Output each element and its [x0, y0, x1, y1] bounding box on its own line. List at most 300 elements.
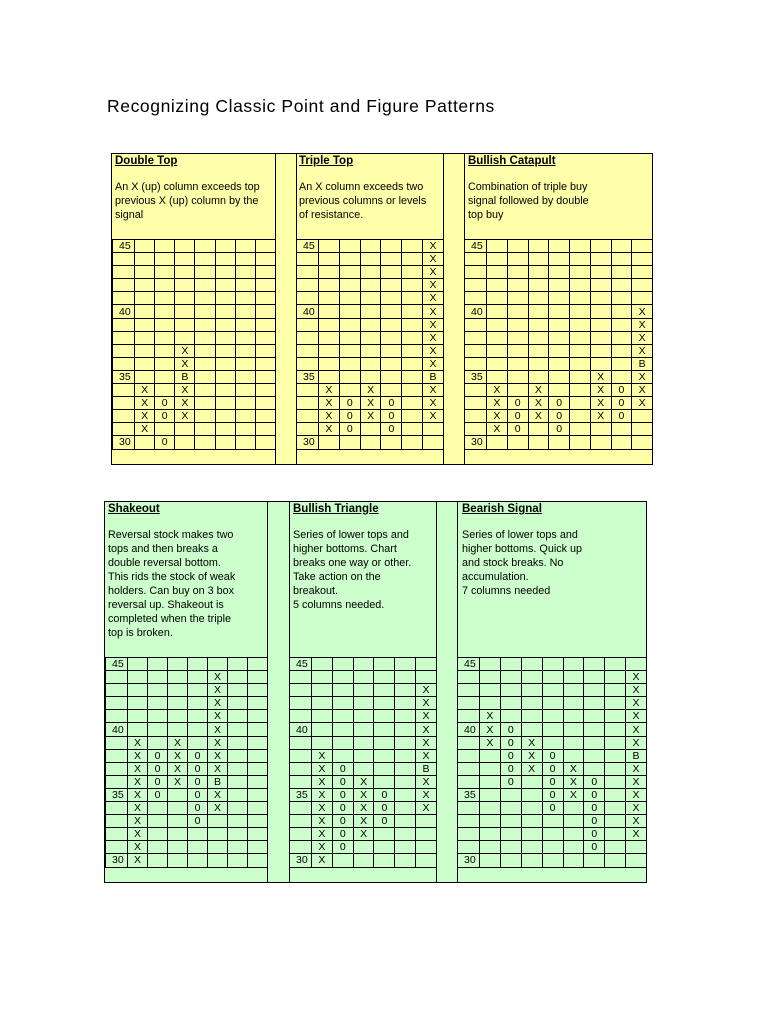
- price-label-cell: [458, 775, 480, 788]
- grid-row: [297, 266, 444, 279]
- box-cell: [626, 854, 647, 867]
- box-cell: [339, 253, 360, 266]
- box-cell: [255, 305, 275, 318]
- page-title: Recognizing Classic Point and Figure Patterns: [107, 96, 495, 116]
- box-cell: 0: [188, 788, 208, 801]
- box-cell: [611, 253, 632, 266]
- box-cell: [528, 253, 549, 266]
- box-cell: [374, 684, 395, 697]
- box-cell: [402, 266, 423, 279]
- box-cell: [339, 331, 360, 344]
- grid-row: [113, 253, 276, 266]
- box-cell: [353, 841, 374, 854]
- box-cell: 0: [611, 397, 632, 410]
- box-cell: [611, 423, 632, 436]
- box-cell: [528, 436, 549, 449]
- grid-row: [106, 802, 268, 815]
- box-cell: X: [175, 357, 195, 370]
- box-cell: [312, 710, 333, 723]
- price-label-cell: [465, 384, 487, 397]
- box-cell: 0: [584, 802, 605, 815]
- grid-row: [113, 423, 276, 436]
- box-cell: [208, 854, 228, 867]
- box-cell: [381, 253, 402, 266]
- box-cell: [353, 658, 374, 671]
- box-cell: [235, 240, 255, 253]
- box-cell: [135, 279, 155, 292]
- box-cell: [374, 723, 395, 736]
- box-cell: X: [416, 710, 437, 723]
- price-label-cell: [290, 671, 312, 684]
- box-cell: [395, 841, 416, 854]
- grid-row: [297, 318, 444, 331]
- box-cell: [195, 318, 215, 331]
- box-cell: [542, 697, 563, 710]
- price-label-cell: [458, 749, 480, 762]
- price-label-cell: 30: [113, 436, 135, 449]
- box-cell: 0: [374, 802, 395, 815]
- box-cell: X: [416, 749, 437, 762]
- grid-row: [458, 828, 647, 841]
- box-cell: [584, 749, 605, 762]
- box-cell: [480, 854, 501, 867]
- box-cell: [521, 697, 542, 710]
- box-cell: [395, 671, 416, 684]
- box-cell: [228, 658, 248, 671]
- box-cell: [570, 279, 591, 292]
- box-cell: [500, 697, 521, 710]
- grid-row: [458, 802, 647, 815]
- box-cell: 0: [549, 397, 570, 410]
- price-label-cell: [106, 828, 128, 841]
- box-cell: [605, 749, 626, 762]
- box-cell: [542, 723, 563, 736]
- box-cell: X: [416, 684, 437, 697]
- box-cell: [255, 423, 275, 436]
- box-cell: [360, 423, 381, 436]
- box-cell: [381, 305, 402, 318]
- price-label-cell: [458, 671, 480, 684]
- pattern-name: Triple Top: [299, 155, 354, 167]
- price-label-cell: 30: [106, 854, 128, 867]
- box-cell: 0: [381, 410, 402, 423]
- price-label-cell: [458, 710, 480, 723]
- box-cell: [487, 436, 508, 449]
- box-cell: X: [632, 344, 653, 357]
- box-cell: [402, 357, 423, 370]
- price-label-cell: [290, 815, 312, 828]
- box-cell: X: [319, 423, 340, 436]
- box-cell: [570, 240, 591, 253]
- box-cell: X: [521, 749, 542, 762]
- price-label-cell: [113, 423, 135, 436]
- box-cell: [374, 710, 395, 723]
- box-cell: 0: [332, 788, 353, 801]
- box-cell: [632, 266, 653, 279]
- price-label-cell: [290, 828, 312, 841]
- box-cell: [148, 658, 168, 671]
- box-cell: X: [528, 397, 549, 410]
- box-cell: [228, 841, 248, 854]
- box-cell: 0: [148, 775, 168, 788]
- grid-row: [106, 854, 268, 867]
- grid-row: [290, 841, 437, 854]
- grid-row: [458, 762, 647, 775]
- box-cell: [563, 710, 584, 723]
- price-label-cell: [106, 762, 128, 775]
- box-cell: [487, 266, 508, 279]
- box-cell: [528, 292, 549, 305]
- box-cell: [235, 384, 255, 397]
- box-cell: [521, 854, 542, 867]
- box-cell: [549, 318, 570, 331]
- box-cell: [188, 723, 208, 736]
- box-cell: 0: [584, 815, 605, 828]
- box-cell: [248, 854, 268, 867]
- box-cell: 0: [332, 841, 353, 854]
- box-cell: [549, 331, 570, 344]
- pattern-name: Bullish Catapult: [468, 155, 556, 167]
- box-cell: [487, 357, 508, 370]
- box-cell: 0: [542, 762, 563, 775]
- box-cell: [332, 684, 353, 697]
- grid-row: [106, 788, 268, 801]
- box-cell: [319, 266, 340, 279]
- box-cell: [570, 370, 591, 383]
- pattern-description: Series of lower tops and higher bottoms. Quick up and stock breaks. No accumulation. 7 columns needed: [462, 529, 583, 597]
- box-cell: [168, 710, 188, 723]
- grid-row: [290, 854, 437, 867]
- pnf-grid-triple-top: [296, 239, 444, 450]
- box-cell: 0: [542, 802, 563, 815]
- price-label-cell: [297, 292, 319, 305]
- price-label-cell: 35: [106, 788, 128, 801]
- grid-row: [465, 410, 653, 423]
- box-cell: X: [312, 788, 333, 801]
- box-cell: [228, 854, 248, 867]
- box-cell: [155, 279, 175, 292]
- grid-row: [458, 841, 647, 854]
- grid-row: [290, 710, 437, 723]
- box-cell: 0: [155, 397, 175, 410]
- box-cell: [521, 775, 542, 788]
- box-cell: [312, 736, 333, 749]
- box-cell: [339, 240, 360, 253]
- box-cell: [319, 279, 340, 292]
- box-cell: [480, 658, 501, 671]
- box-cell: [255, 266, 275, 279]
- box-cell: [215, 344, 235, 357]
- box-cell: X: [632, 384, 653, 397]
- box-cell: X: [423, 266, 444, 279]
- price-label-cell: [290, 749, 312, 762]
- grid-row: [297, 397, 444, 410]
- box-cell: [590, 436, 611, 449]
- box-cell: [521, 788, 542, 801]
- box-cell: X: [423, 397, 444, 410]
- pnf-grid-double-top: [112, 239, 276, 450]
- box-cell: [215, 266, 235, 279]
- box-cell: [542, 658, 563, 671]
- box-cell: [319, 292, 340, 305]
- box-cell: [215, 279, 235, 292]
- box-cell: [632, 279, 653, 292]
- pattern-name: Shakeout: [108, 503, 160, 515]
- box-cell: [255, 279, 275, 292]
- box-cell: X: [128, 841, 148, 854]
- grid-row: [297, 384, 444, 397]
- box-cell: [135, 266, 155, 279]
- box-cell: [611, 344, 632, 357]
- box-cell: [542, 841, 563, 854]
- box-cell: 0: [332, 762, 353, 775]
- box-cell: B: [208, 775, 228, 788]
- box-cell: X: [590, 370, 611, 383]
- grid-row: [106, 828, 268, 841]
- box-cell: [148, 684, 168, 697]
- box-cell: [632, 410, 653, 423]
- box-cell: [312, 658, 333, 671]
- grid-row: [458, 854, 647, 867]
- box-cell: [605, 723, 626, 736]
- price-label-cell: [465, 292, 487, 305]
- box-cell: [549, 305, 570, 318]
- box-cell: [507, 253, 528, 266]
- box-cell: [528, 357, 549, 370]
- box-cell: [542, 684, 563, 697]
- box-cell: 0: [584, 775, 605, 788]
- box-cell: [255, 318, 275, 331]
- box-cell: [542, 736, 563, 749]
- price-label-cell: [106, 802, 128, 815]
- box-cell: [584, 710, 605, 723]
- box-cell: [381, 436, 402, 449]
- box-cell: [374, 828, 395, 841]
- grid-row: [297, 305, 444, 318]
- box-cell: 0: [507, 410, 528, 423]
- box-cell: [487, 370, 508, 383]
- box-cell: [195, 253, 215, 266]
- box-cell: X: [632, 331, 653, 344]
- price-label-cell: [297, 397, 319, 410]
- box-cell: X: [168, 736, 188, 749]
- box-cell: [248, 710, 268, 723]
- box-cell: [128, 697, 148, 710]
- price-label-cell: 40: [113, 305, 135, 318]
- box-cell: X: [423, 318, 444, 331]
- box-cell: [215, 397, 235, 410]
- grid-row: [297, 253, 444, 266]
- price-label-cell: 30: [297, 436, 319, 449]
- box-cell: [175, 253, 195, 266]
- box-cell: [235, 436, 255, 449]
- box-cell: [402, 331, 423, 344]
- price-label-cell: [465, 266, 487, 279]
- box-cell: 0: [500, 775, 521, 788]
- box-cell: B: [175, 370, 195, 383]
- box-cell: [549, 292, 570, 305]
- box-cell: X: [319, 410, 340, 423]
- box-cell: [605, 710, 626, 723]
- box-cell: X: [423, 410, 444, 423]
- price-label-cell: [113, 331, 135, 344]
- box-cell: [235, 253, 255, 266]
- box-cell: [312, 671, 333, 684]
- box-cell: X: [528, 410, 549, 423]
- box-cell: [521, 828, 542, 841]
- box-cell: [605, 775, 626, 788]
- box-cell: 0: [500, 723, 521, 736]
- grid-row: [106, 697, 268, 710]
- box-cell: [215, 357, 235, 370]
- grid-row: [458, 697, 647, 710]
- grid-row: [458, 710, 647, 723]
- box-cell: [480, 749, 501, 762]
- grid-row: [290, 815, 437, 828]
- box-cell: X: [528, 384, 549, 397]
- box-cell: [395, 684, 416, 697]
- box-cell: [590, 253, 611, 266]
- box-cell: 0: [611, 384, 632, 397]
- pnf-grid-shakeout: [105, 657, 268, 868]
- box-cell: X: [208, 671, 228, 684]
- box-cell: X: [563, 762, 584, 775]
- box-cell: [353, 671, 374, 684]
- grid-row: [106, 815, 268, 828]
- price-label-cell: 45: [458, 658, 480, 671]
- box-cell: [570, 423, 591, 436]
- box-cell: X: [626, 710, 647, 723]
- box-cell: [381, 279, 402, 292]
- box-cell: X: [590, 410, 611, 423]
- box-cell: 0: [188, 775, 208, 788]
- box-cell: [208, 658, 228, 671]
- grid-row: [290, 684, 437, 697]
- box-cell: [416, 828, 437, 841]
- box-cell: [339, 279, 360, 292]
- price-label-cell: [290, 802, 312, 815]
- box-cell: [360, 331, 381, 344]
- grid-row: [113, 397, 276, 410]
- box-cell: [632, 253, 653, 266]
- box-cell: [155, 384, 175, 397]
- price-label-cell: [113, 344, 135, 357]
- box-cell: B: [416, 762, 437, 775]
- box-cell: [632, 423, 653, 436]
- box-cell: [528, 279, 549, 292]
- grid-row: [465, 357, 653, 370]
- box-cell: [507, 305, 528, 318]
- box-cell: [248, 828, 268, 841]
- box-cell: [248, 775, 268, 788]
- grid-row: [113, 384, 276, 397]
- box-cell: [168, 841, 188, 854]
- box-cell: [195, 266, 215, 279]
- box-cell: [549, 240, 570, 253]
- box-cell: [584, 671, 605, 684]
- box-cell: [339, 436, 360, 449]
- box-cell: 0: [332, 802, 353, 815]
- box-cell: X: [423, 331, 444, 344]
- price-label-cell: [458, 828, 480, 841]
- box-cell: [480, 815, 501, 828]
- box-cell: 0: [188, 749, 208, 762]
- price-label-cell: [465, 410, 487, 423]
- box-cell: [148, 815, 168, 828]
- box-cell: 0: [500, 762, 521, 775]
- box-cell: [135, 305, 155, 318]
- box-cell: X: [353, 802, 374, 815]
- box-cell: [319, 331, 340, 344]
- box-cell: [395, 828, 416, 841]
- box-cell: [353, 736, 374, 749]
- box-cell: X: [312, 802, 333, 815]
- box-cell: [549, 344, 570, 357]
- box-cell: X: [175, 397, 195, 410]
- box-cell: [332, 697, 353, 710]
- box-cell: [128, 671, 148, 684]
- box-cell: [339, 318, 360, 331]
- box-cell: [487, 318, 508, 331]
- grid-row: [106, 671, 268, 684]
- price-label-cell: [458, 697, 480, 710]
- box-cell: [402, 305, 423, 318]
- box-cell: [611, 240, 632, 253]
- price-label-cell: [297, 384, 319, 397]
- box-cell: [605, 788, 626, 801]
- price-label-cell: [106, 841, 128, 854]
- grid-row: [290, 671, 437, 684]
- price-label-cell: 35: [458, 788, 480, 801]
- box-cell: [416, 815, 437, 828]
- grid-row: [465, 423, 653, 436]
- grid-row: [465, 384, 653, 397]
- price-label-cell: [465, 318, 487, 331]
- box-cell: [188, 736, 208, 749]
- box-cell: 0: [339, 423, 360, 436]
- box-cell: [332, 658, 353, 671]
- price-label-cell: [113, 318, 135, 331]
- grid-row: [113, 410, 276, 423]
- box-cell: [563, 854, 584, 867]
- grid-row: [297, 410, 444, 423]
- box-cell: 0: [584, 841, 605, 854]
- box-cell: [507, 266, 528, 279]
- box-cell: X: [319, 384, 340, 397]
- box-cell: [195, 397, 215, 410]
- box-cell: X: [423, 279, 444, 292]
- price-label-cell: 45: [290, 658, 312, 671]
- box-cell: [215, 305, 235, 318]
- box-cell: [319, 240, 340, 253]
- box-cell: [195, 344, 215, 357]
- box-cell: [570, 410, 591, 423]
- pnf-grid-bearish-signal: [457, 657, 647, 868]
- price-label-cell: [297, 357, 319, 370]
- box-cell: [500, 710, 521, 723]
- price-label-cell: [113, 357, 135, 370]
- box-cell: X: [312, 828, 333, 841]
- box-cell: [528, 240, 549, 253]
- grid-row: [465, 436, 653, 449]
- grid-row: [458, 749, 647, 762]
- box-cell: [611, 318, 632, 331]
- box-cell: [360, 318, 381, 331]
- grid-row: [465, 331, 653, 344]
- box-cell: [228, 684, 248, 697]
- box-cell: [128, 658, 148, 671]
- box-cell: [626, 658, 647, 671]
